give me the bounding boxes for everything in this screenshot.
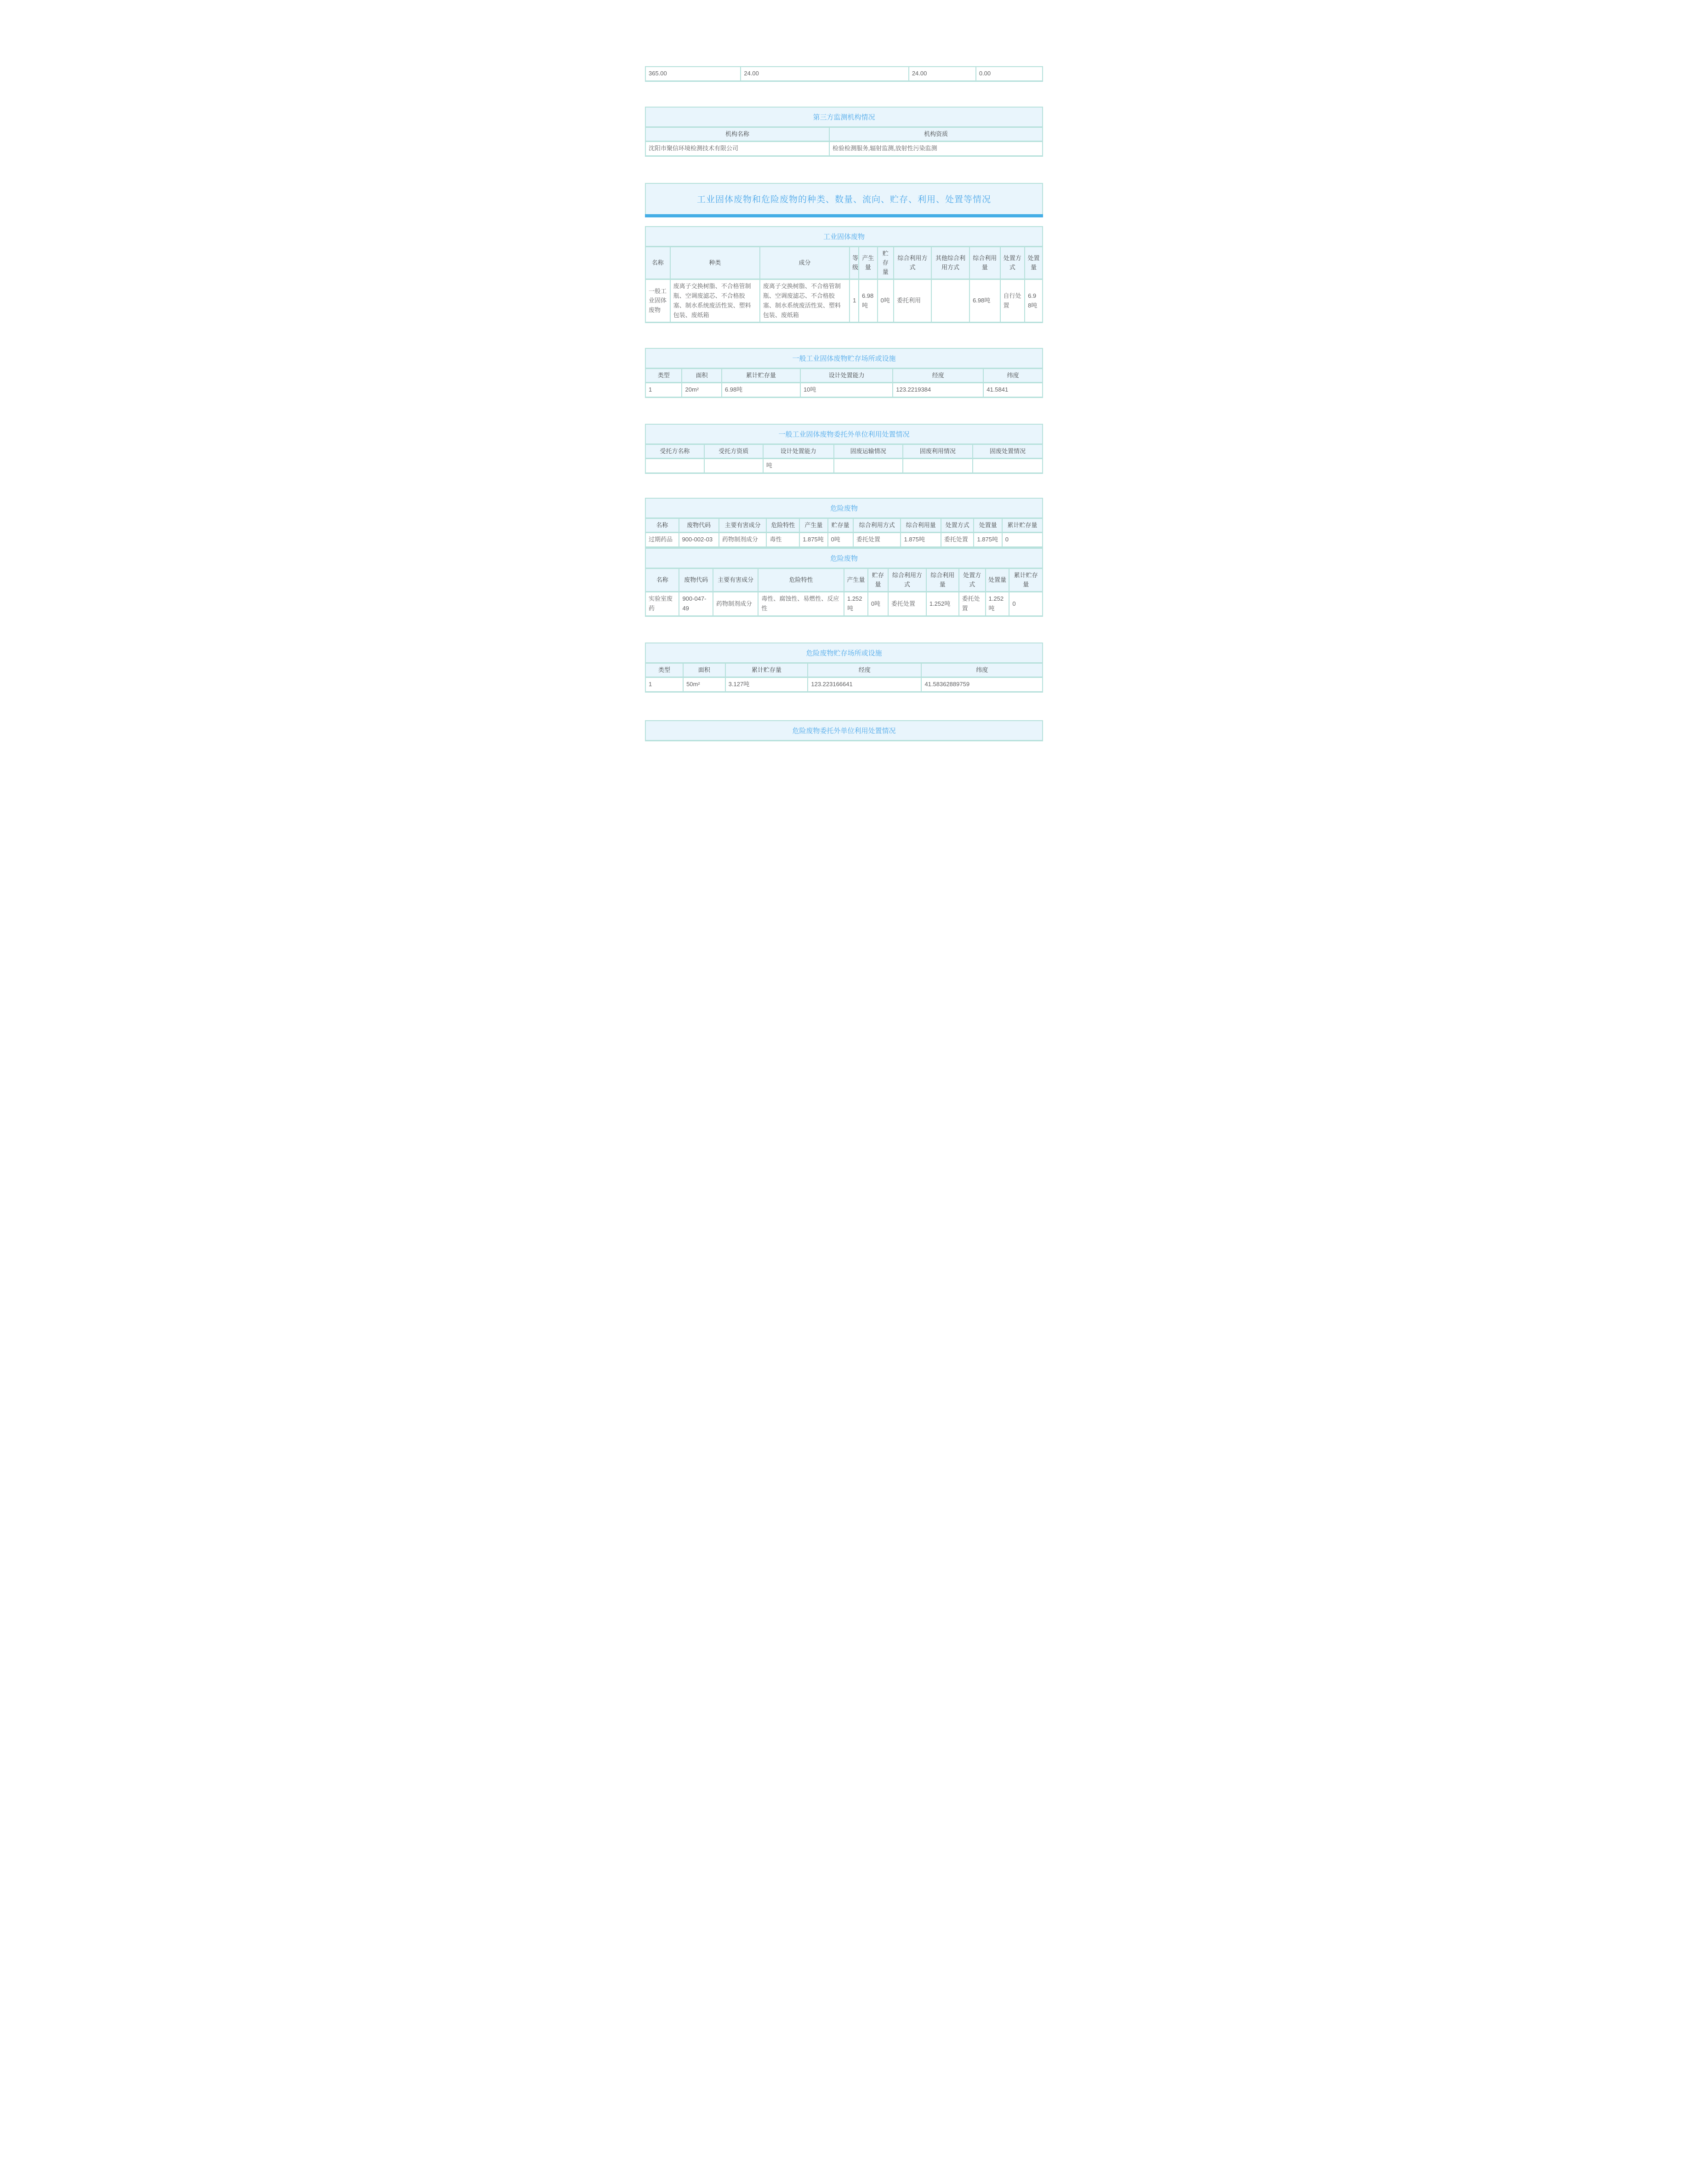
- data-cell: 900-047-49: [679, 592, 713, 616]
- data-cell: 1: [850, 279, 859, 323]
- data-cell: 0: [1002, 533, 1043, 547]
- data-cell: 废离子交换树脂、不合格管制瓶、空调废滤芯、不合格胶塞、制水系统废活性炭、塑料包装、废纸箱: [760, 279, 850, 323]
- data-cell: 365.00: [645, 67, 741, 81]
- header-cell: 固废运输情况: [834, 444, 903, 459]
- data-cell: 10吨: [800, 383, 893, 398]
- table-row: [645, 592, 1043, 616]
- data-cell: 委托处置: [888, 592, 926, 616]
- header-cell: 设计处置能力: [800, 369, 893, 383]
- header-cell: 受托方名称: [645, 444, 704, 459]
- hazardous-waste-table-2: [645, 548, 1043, 617]
- data-cell: 6.98吨: [859, 279, 878, 323]
- header-cell: 其他综合利用方式: [931, 246, 969, 279]
- data-cell: 50m²: [683, 677, 725, 692]
- header-cell: 名称: [645, 569, 679, 592]
- header-cell: 种类: [670, 246, 760, 279]
- header-cell: 产生量: [844, 569, 868, 592]
- data-cell: 实验室废药: [645, 592, 679, 616]
- data-cell: 1: [645, 677, 683, 692]
- data-cell: 20m²: [682, 383, 721, 398]
- data-cell: 123.223166641: [808, 677, 921, 692]
- header-cell: 等级: [850, 246, 859, 279]
- header-cell: 名称: [645, 518, 679, 533]
- data-cell: 1.875吨: [901, 533, 941, 547]
- solid-waste-table: [645, 226, 1043, 324]
- third-party-monitoring-table: [645, 107, 1043, 157]
- section-title-row: [645, 107, 1043, 127]
- header-cell: 固废处置情况: [973, 444, 1043, 459]
- data-cell: 1.252吨: [986, 592, 1009, 616]
- header-cell: 成分: [760, 246, 850, 279]
- header-cell: 危险特性: [758, 569, 844, 592]
- data-cell: [834, 459, 903, 473]
- section-title: 危险废物: [645, 498, 1043, 518]
- header-cell: 综合利用量: [901, 518, 941, 533]
- section-title-row: [645, 348, 1043, 369]
- blue-divider-bar: [645, 214, 1043, 217]
- data-cell: 毒性、腐蚀性、易燃性、反应性: [758, 592, 844, 616]
- section-title-row: [645, 498, 1043, 518]
- header-cell: 废物代码: [679, 569, 713, 592]
- table-row: [645, 279, 1043, 323]
- data-cell: [931, 279, 969, 323]
- table-row: [645, 67, 1043, 81]
- table-row: [645, 383, 1043, 398]
- data-cell: 委托处置: [853, 533, 901, 547]
- header-cell: 处置方式: [1000, 246, 1025, 279]
- header-cell: 面积: [682, 369, 721, 383]
- data-cell: 24.00: [741, 67, 908, 81]
- data-cell: 0吨: [878, 279, 894, 323]
- header-cell: 受托方资质: [704, 444, 763, 459]
- header-cell: 经度: [893, 369, 983, 383]
- header-row: [645, 246, 1043, 279]
- data-cell: 药物制剂成分: [719, 533, 767, 547]
- data-cell: 6.98吨: [969, 279, 1000, 323]
- header-cell: 综合利用量: [969, 246, 1000, 279]
- header-row: [645, 369, 1043, 383]
- data-cell: 1.875吨: [799, 533, 827, 547]
- header-cell: 处置量: [974, 518, 1002, 533]
- data-cell: 1: [645, 383, 682, 398]
- section-title-row: [645, 548, 1043, 569]
- header-cell: 综合利用量: [926, 569, 959, 592]
- header-cell: 处置量: [986, 569, 1009, 592]
- header-cell: 贮存量: [828, 518, 853, 533]
- report-page: [563, 0, 1125, 819]
- header-cell: 产生量: [799, 518, 827, 533]
- header-cell: 累计贮存量: [722, 369, 800, 383]
- section-title-row: [645, 227, 1043, 247]
- data-cell: 吨: [763, 459, 834, 473]
- table-row: [645, 459, 1043, 473]
- header-cell: 设计处置能力: [763, 444, 834, 459]
- header-cell: 处置方式: [941, 518, 974, 533]
- header-cell: 固废利用情况: [903, 444, 973, 459]
- header-cell: 纬度: [921, 663, 1043, 677]
- header-cell: 综合利用方式: [888, 569, 926, 592]
- data-cell: 毒性: [766, 533, 799, 547]
- data-cell: 0吨: [828, 533, 853, 547]
- data-cell: 6.98吨: [722, 383, 800, 398]
- header-cell: 贮存量: [878, 246, 894, 279]
- section-title-row: [645, 424, 1043, 444]
- hazardous-waste-table-1: [645, 498, 1043, 548]
- table-row: [645, 533, 1043, 547]
- main-section-header: [645, 183, 1043, 214]
- data-cell: 一般工业固体废物: [645, 279, 670, 323]
- header-cell: 处置量: [1025, 246, 1043, 279]
- header-cell: 累计贮存量: [725, 663, 808, 677]
- header-cell: 机构资质: [829, 127, 1043, 141]
- section-title: 危险废物委托外单位利用处置情况: [792, 727, 896, 735]
- data-cell: 41.5841: [983, 383, 1043, 398]
- data-cell: 药物制剂成分: [713, 592, 758, 616]
- data-cell: 41.58362889759: [921, 677, 1043, 692]
- data-cell: 过期药品: [645, 533, 679, 547]
- data-cell: 废离子交换树脂、不合格管制瓶、空调废滤芯、不合格胶塞、制水系统废活性炭、塑料包装、废纸箱: [670, 279, 760, 323]
- section-title: 第三方监测机构情况: [645, 107, 1043, 127]
- hazardous-waste-entrust-header: [645, 720, 1043, 741]
- report-content: [645, 0, 1043, 819]
- header-cell: 主要有害成分: [719, 518, 767, 533]
- data-cell: 委托处置: [941, 533, 974, 547]
- header-cell: 处置方式: [959, 569, 986, 592]
- data-cell: 0吨: [868, 592, 888, 616]
- data-cell: 1.252吨: [844, 592, 868, 616]
- header-row: [645, 127, 1043, 141]
- header-cell: 类型: [645, 663, 683, 677]
- data-cell: [973, 459, 1043, 473]
- solid-waste-storage-table: [645, 348, 1043, 398]
- data-cell: 1.875吨: [974, 533, 1002, 547]
- section-title-row: [645, 643, 1043, 663]
- section-title: 危险废物贮存场所或设施: [645, 643, 1043, 663]
- data-cell: 委托利用: [894, 279, 931, 323]
- header-cell: 名称: [645, 246, 670, 279]
- data-cell: 0: [1009, 592, 1043, 616]
- data-cell: 委托处置: [959, 592, 986, 616]
- data-cell: [704, 459, 763, 473]
- header-row: [645, 663, 1043, 677]
- header-cell: 废物代码: [679, 518, 719, 533]
- data-cell: 123.2219384: [893, 383, 983, 398]
- data-cell: 自行处置: [1000, 279, 1025, 323]
- section-title: 工业固体废物: [645, 227, 1043, 247]
- main-section-title: 工业固体废物和危险废物的种类、数量、流向、贮存、利用、处置等情况: [696, 194, 991, 205]
- data-cell: 900-002-03: [679, 533, 719, 547]
- header-row: [645, 518, 1043, 533]
- header-cell: 机构名称: [645, 127, 829, 141]
- header-cell: 累计贮存量: [1002, 518, 1043, 533]
- header-cell: 综合利用方式: [894, 246, 931, 279]
- operating-hours-table: [645, 66, 1043, 82]
- solid-waste-entrust-table: [645, 424, 1043, 474]
- header-cell: 经度: [808, 663, 921, 677]
- header-cell: 产生量: [859, 246, 878, 279]
- data-cell: 1.252吨: [926, 592, 959, 616]
- header-cell: 类型: [645, 369, 682, 383]
- data-cell: 沈阳市聚信环境检测技术有限公司: [645, 141, 829, 156]
- header-cell: 主要有害成分: [713, 569, 758, 592]
- header-row: [645, 444, 1043, 459]
- header-cell: 危险特性: [766, 518, 799, 533]
- section-title: 危险废物: [645, 548, 1043, 569]
- header-cell: 纬度: [983, 369, 1043, 383]
- table-row: [645, 677, 1043, 692]
- hazardous-waste-storage-table: [645, 643, 1043, 693]
- header-row: [645, 569, 1043, 592]
- header-cell: 面积: [683, 663, 725, 677]
- data-cell: 24.00: [909, 67, 976, 81]
- section-title: 一般工业固体废物委托外单位利用处置情况: [645, 424, 1043, 444]
- header-cell: 累计贮存量: [1009, 569, 1043, 592]
- header-cell: 综合利用方式: [853, 518, 901, 533]
- section-title: 一般工业固体废物贮存场所或设施: [645, 348, 1043, 369]
- data-cell: [645, 459, 704, 473]
- data-cell: 3.127吨: [725, 677, 808, 692]
- data-cell: 6.98吨: [1025, 279, 1043, 323]
- table-row: [645, 141, 1043, 156]
- data-cell: 0.00: [976, 67, 1043, 81]
- data-cell: [903, 459, 973, 473]
- header-cell: 贮存量: [868, 569, 888, 592]
- data-cell: 检验检测服务,辐射监测,放射性污染监测: [829, 141, 1043, 156]
